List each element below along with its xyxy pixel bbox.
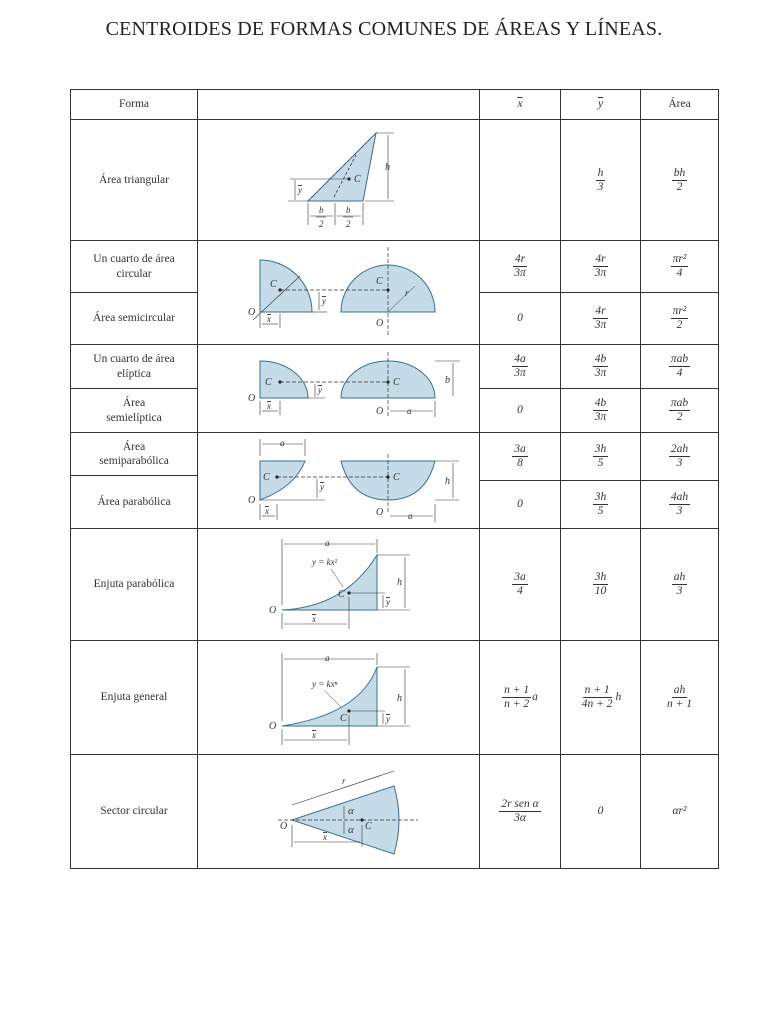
- general-spandrel-figure: [265, 649, 425, 751]
- label-h: h: [385, 162, 390, 173]
- label-C: C: [340, 713, 347, 724]
- fraction: [593, 253, 609, 279]
- header-forma: Forma: [118, 98, 150, 111]
- label-C: C: [263, 472, 270, 483]
- label-C: C: [393, 472, 400, 483]
- fraction: [669, 397, 690, 423]
- fraction-numerator: ah: [673, 571, 686, 584]
- cell-x-bar: [480, 755, 560, 868]
- fraction-numerator: 3h: [594, 442, 607, 455]
- fraction-denominator: 3π: [594, 319, 607, 331]
- formula-value: αr²: [672, 805, 687, 818]
- fraction: [499, 798, 540, 824]
- triangle-figure: [270, 125, 430, 235]
- fraction-numerator: 3a: [514, 571, 526, 584]
- cell-area: [641, 433, 718, 479]
- fraction-denominator: 3: [676, 456, 683, 469]
- fraction-numerator: 2ah: [670, 442, 689, 455]
- fraction-denominator: 3π: [594, 411, 607, 423]
- cell-x-bar: [480, 241, 560, 292]
- fraction-denominator: 3: [597, 180, 604, 193]
- fraction-numerator: πr²: [672, 305, 687, 318]
- label-xbar: x: [312, 730, 316, 740]
- fraction-numerator: 4a: [514, 353, 526, 366]
- label-b: b: [346, 205, 351, 215]
- label-xbar: x: [267, 401, 271, 411]
- fraction-suffix: a: [532, 691, 538, 704]
- fraction-denominator: 4: [517, 585, 523, 597]
- page-title: CENTROIDES DE FORMAS COMUNES DE ÁREAS Y LÍNEAS.: [105, 18, 663, 40]
- fraction-numerator: n + 1: [504, 684, 530, 697]
- ellipse-figure: [245, 347, 479, 429]
- parabola-figure: [245, 434, 479, 526]
- fraction-denominator: 5: [597, 505, 604, 517]
- centroid-table: [70, 89, 719, 869]
- label-xbar: x: [312, 614, 316, 624]
- label-b: b: [445, 375, 450, 386]
- label-two: 2: [319, 219, 324, 229]
- formula-value: 0: [517, 312, 523, 325]
- fraction-numerator: bh: [673, 166, 686, 179]
- fraction: [672, 571, 688, 597]
- cell-area: [641, 293, 718, 344]
- centroid-point: [386, 380, 389, 383]
- header-x-bar: [480, 90, 560, 119]
- fraction-denominator: 2: [676, 411, 683, 423]
- label-O: O: [269, 605, 277, 616]
- label-O: O: [376, 406, 384, 417]
- label-C: C: [393, 377, 400, 388]
- cell-area: [641, 389, 718, 432]
- row-name: Sector circular: [100, 805, 168, 818]
- fraction-numerator: ah: [673, 684, 686, 697]
- fraction: [665, 684, 694, 710]
- label-O: O: [376, 318, 384, 329]
- fraction: [669, 353, 690, 379]
- label-a: a: [325, 653, 330, 663]
- header-y-bar: [561, 90, 640, 119]
- label-C: C: [354, 174, 361, 185]
- fraction-numerator: πr²: [672, 253, 687, 266]
- cell-x-bar: [480, 529, 560, 640]
- fraction-denominator: 4: [676, 367, 683, 379]
- fraction-denominator: 3π: [594, 267, 607, 279]
- label-O: O: [269, 721, 277, 732]
- label-h: h: [397, 693, 402, 704]
- fraction-denominator: 4: [676, 267, 683, 279]
- fraction-numerator: 4r: [595, 253, 606, 266]
- row-name: Área semiparabólica: [99, 440, 169, 467]
- cell-x-bar: [480, 481, 560, 528]
- cell-x-bar: [480, 433, 560, 479]
- label-O: O: [376, 507, 384, 518]
- fraction: [671, 253, 689, 279]
- fraction: [593, 305, 609, 331]
- fraction-numerator: 4r: [595, 305, 606, 318]
- general-spandrel-shape: [282, 667, 377, 726]
- label-xbar: x: [265, 506, 269, 516]
- fraction-denominator: 3: [676, 585, 683, 597]
- table-border-right: [718, 89, 719, 869]
- fraction: [593, 491, 609, 517]
- cell-y-bar: [561, 433, 640, 479]
- fraction: [580, 684, 615, 710]
- row-name: Enjuta general: [100, 691, 168, 704]
- fraction-numerator: 4b: [594, 353, 607, 366]
- cell-x-bar: [480, 389, 560, 432]
- cell-area: [641, 345, 718, 388]
- label-O: O: [248, 307, 256, 318]
- fraction: [512, 353, 528, 379]
- quarter-circle-shape: [260, 260, 312, 312]
- cell-y-bar: [561, 241, 640, 292]
- label-O: O: [248, 495, 256, 506]
- label-O: O: [280, 821, 288, 832]
- fraction: [672, 167, 688, 193]
- header-y-label: $\overline{y}$: [597, 98, 604, 111]
- formula-value: 0: [597, 805, 604, 818]
- fraction-denominator: 5: [597, 456, 604, 469]
- label-xbar: x: [323, 832, 327, 842]
- fraction-denominator: 4n + 2: [581, 698, 613, 710]
- fraction-denominator: 3α: [514, 812, 526, 824]
- fraction: [512, 253, 528, 279]
- cell-area: [641, 120, 718, 240]
- label-C: C: [338, 589, 345, 600]
- fraction-numerator: 2r sen α: [501, 798, 539, 811]
- fraction-numerator: 3h: [594, 571, 607, 584]
- fraction: [596, 167, 606, 193]
- label-ybar: y: [298, 185, 302, 195]
- row-name: Un cuarto de área elíptica: [93, 353, 175, 380]
- fraction-numerator: 3h: [594, 491, 607, 504]
- row-name: Área semielíptica: [106, 397, 162, 424]
- fraction-denominator: n + 1: [666, 698, 692, 710]
- fraction-denominator: 3π: [514, 267, 526, 279]
- fraction-numerator: 4r: [514, 253, 526, 266]
- centroid-point: [386, 475, 389, 478]
- cell-x-bar: [480, 293, 560, 344]
- fraction-numerator: h: [597, 166, 604, 179]
- table-border-left: [70, 89, 71, 869]
- fraction-numerator: n + 1: [584, 684, 610, 697]
- fraction-numerator: 4ah: [670, 491, 689, 504]
- label-O: O: [248, 393, 256, 404]
- label-b: b: [319, 205, 324, 215]
- label-h: h: [397, 577, 402, 588]
- fraction: [512, 571, 528, 597]
- formula-value: 0: [517, 404, 523, 417]
- fraction-suffix: h: [615, 691, 622, 704]
- cell-area: [641, 529, 718, 640]
- label-h: h: [445, 476, 450, 487]
- label-alpha: α: [348, 824, 354, 836]
- label-two: 2: [346, 219, 351, 229]
- cell-y-bar: [561, 293, 640, 344]
- label-a: a: [280, 438, 285, 448]
- row-name: Área semicircular: [92, 312, 176, 325]
- cell-y-bar: [561, 755, 640, 868]
- fraction-denominator: n + 2: [504, 698, 530, 710]
- fraction-numerator: 3a: [514, 442, 526, 455]
- cell-y-bar: [561, 345, 640, 388]
- label-r: r: [405, 288, 409, 298]
- centroid-point: [360, 818, 363, 821]
- fraction-denominator: 3π: [594, 367, 607, 379]
- fraction: [502, 684, 531, 710]
- label-eq-parabolic: y = kx²: [312, 557, 338, 567]
- label-C: C: [270, 279, 277, 290]
- circle-figure: [245, 242, 479, 342]
- fraction: [593, 397, 609, 423]
- fraction: [593, 443, 609, 469]
- fraction-denominator: 2: [676, 319, 683, 331]
- fraction-numerator: πab: [670, 397, 689, 410]
- label-C: C: [376, 276, 383, 287]
- fraction-denominator: 8: [517, 456, 523, 469]
- row-name: Área triangular: [99, 173, 169, 186]
- label-C: C: [265, 377, 272, 388]
- label-ybar: y: [386, 714, 390, 724]
- fraction-denominator: 3: [676, 505, 683, 517]
- cell-y-bar: [561, 529, 640, 640]
- row-name: Enjuta parabólica: [93, 578, 175, 591]
- label-eq-general: y = kxⁿ: [312, 679, 338, 689]
- label-a: a: [408, 511, 413, 521]
- fraction: [512, 443, 528, 469]
- label-a: a: [325, 538, 330, 548]
- row-name: Un cuarto de área circular: [93, 253, 175, 280]
- fraction: [593, 353, 609, 379]
- fraction-denominator: 2: [676, 180, 683, 193]
- row-name: Área parabólica: [97, 495, 171, 508]
- fraction: [671, 305, 689, 331]
- fraction: [669, 491, 690, 517]
- formula-value: 0: [517, 498, 523, 511]
- cell-area: [641, 241, 718, 292]
- fraction-denominator: 10: [594, 585, 607, 597]
- label-r: r: [342, 776, 346, 786]
- cell-area: [641, 755, 718, 868]
- label-ybar: y: [320, 482, 324, 492]
- header-area: Área: [668, 98, 691, 111]
- label-C: C: [365, 821, 372, 832]
- cell-area: [641, 641, 718, 754]
- cell-area: [641, 481, 718, 528]
- cell-y-bar: [561, 120, 640, 240]
- cell-y-bar: [561, 389, 640, 432]
- label-a: a: [407, 406, 412, 416]
- label-alpha: α: [348, 805, 354, 817]
- table-border-bottom: [70, 868, 719, 869]
- cell-x-bar: [480, 641, 560, 754]
- parabolic-spandrel-figure: [265, 535, 425, 635]
- cell-y-bar: [561, 641, 640, 754]
- fraction: [669, 443, 690, 469]
- fraction: [593, 571, 609, 597]
- fraction-denominator: 3π: [514, 367, 526, 379]
- label-xbar: x: [267, 314, 271, 324]
- fraction-numerator: πab: [670, 353, 689, 366]
- cell-x-bar: [480, 345, 560, 388]
- cell-y-bar: [561, 481, 640, 528]
- header-x-label: $\overline{x}$: [517, 98, 523, 111]
- table-column-rule: [197, 89, 198, 869]
- fraction-numerator: 4b: [594, 397, 607, 410]
- centroid-point: [386, 288, 389, 291]
- label-ybar: y: [318, 385, 322, 395]
- circular-sector-figure: [270, 761, 450, 863]
- label-ybar: y: [386, 597, 390, 607]
- label-ybar: y: [322, 296, 326, 306]
